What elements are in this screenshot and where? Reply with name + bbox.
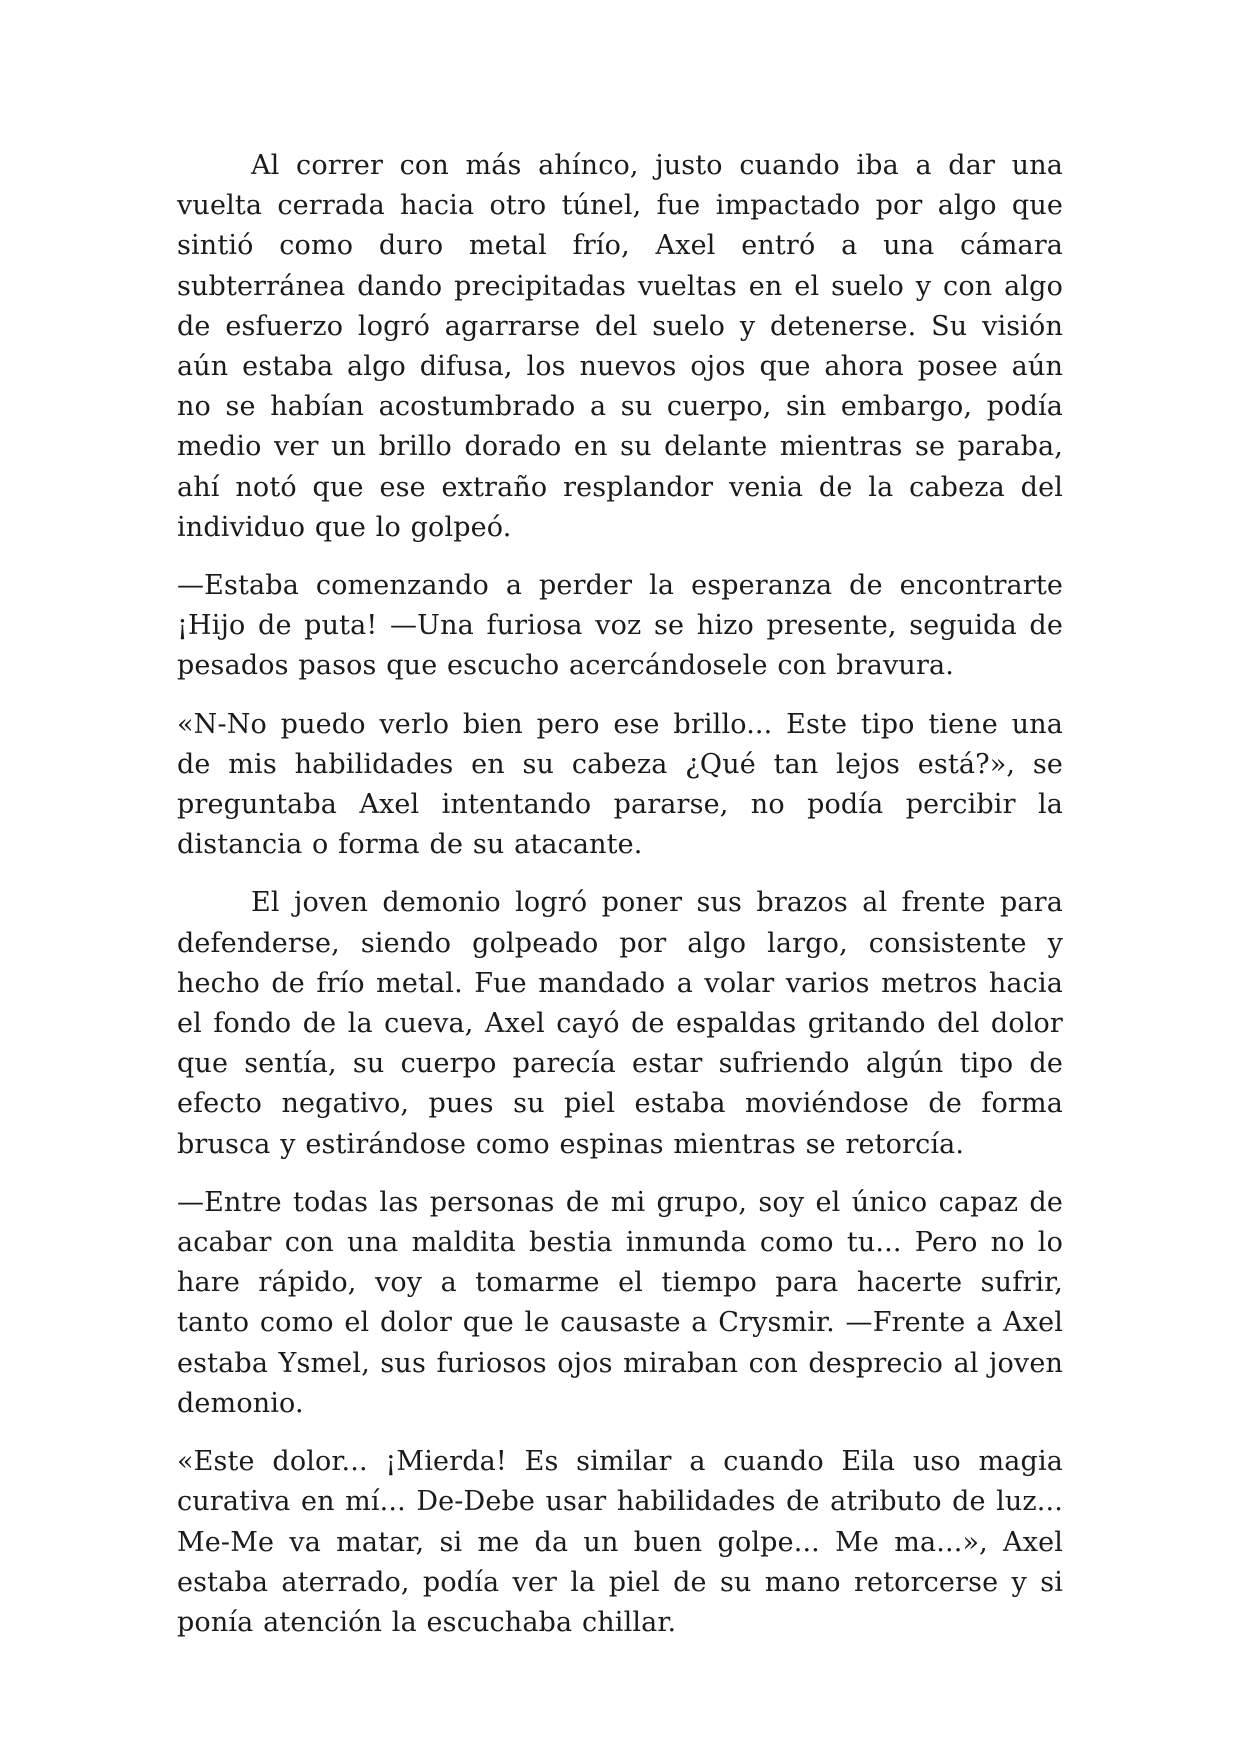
page-text	[177, 146, 1063, 1661]
paragraph-5: —Entre todas las personas de mi grupo, soy el único capaz de acabar con una maldita bestia inmunda como tu... Pero no lo hare rápido, voy a tomarme el tiempo para hacerte sufrir, tanto como el dolor que le causaste a Crysmir. —Frente a Axel estaba Ysmel, sus furiosos ojos miraban con desprecio al joven demonio.	[177, 1186, 1063, 1419]
paragraph-4: El joven demonio logró poner sus brazos al frente para defenderse, siendo golpeado por algo largo, consistente y hecho de frío metal. Fue mandado a volar varios metros hacia el fondo de la cueva, Axel cayó de espaldas gritando del dolor que sentía, su cuerpo parecía estar sufriendo algún tipo de efecto negativo, pues su piel estaba moviéndose de forma brusca y estirándose como espinas mientras se retorcía.	[177, 887, 1063, 1160]
paragraph-6: «Este dolor... ¡Mierda! Es similar a cuando Eila uso magia curativa en mí... De-Debe usar habilidades de atributo de luz... Me-Me va matar, si me da un buen golpe... Me ma...», Axel estaba aterrado, podía ver la piel de su mano retorcerse y si ponía atención la escuchaba chillar.	[177, 1446, 1063, 1638]
paragraph-2: —Estaba comenzando a perder la esperanza de encontrarte ¡Hijo de puta! —Una furiosa voz se hizo presente, seguida de pesados pasos que escucho acercándosele con bravura.	[177, 570, 1063, 682]
paragraph-1: Al correr con más ahínco, justo cuando iba a dar una vuelta cerrada hacia otro túnel, fue impactado por algo que sintió como duro metal frío, Axel entró a una cámara subterránea dando precipitadas vueltas en el suelo y con algo de esfuerzo logró agarrarse del suelo y detenerse. Su visión aún estaba algo difusa, los nuevos ojos que ahora posee aún no se habían acostumbrado a su cuerpo, sin embargo, podía medio ver un brillo dorado en su delante mientras se paraba, ahí notó que ese extraño resplandor venia de la cabeza del individuo que lo golpeó.	[177, 150, 1063, 543]
paragraph-3: «N-No puedo verlo bien pero ese brillo... Este tipo tiene una de mis habilidades en su cabeza ¿Qué tan lejos está?», se preguntaba Axel intentando pararse, no podía percibir la distancia o forma de su atacante.	[177, 708, 1063, 861]
